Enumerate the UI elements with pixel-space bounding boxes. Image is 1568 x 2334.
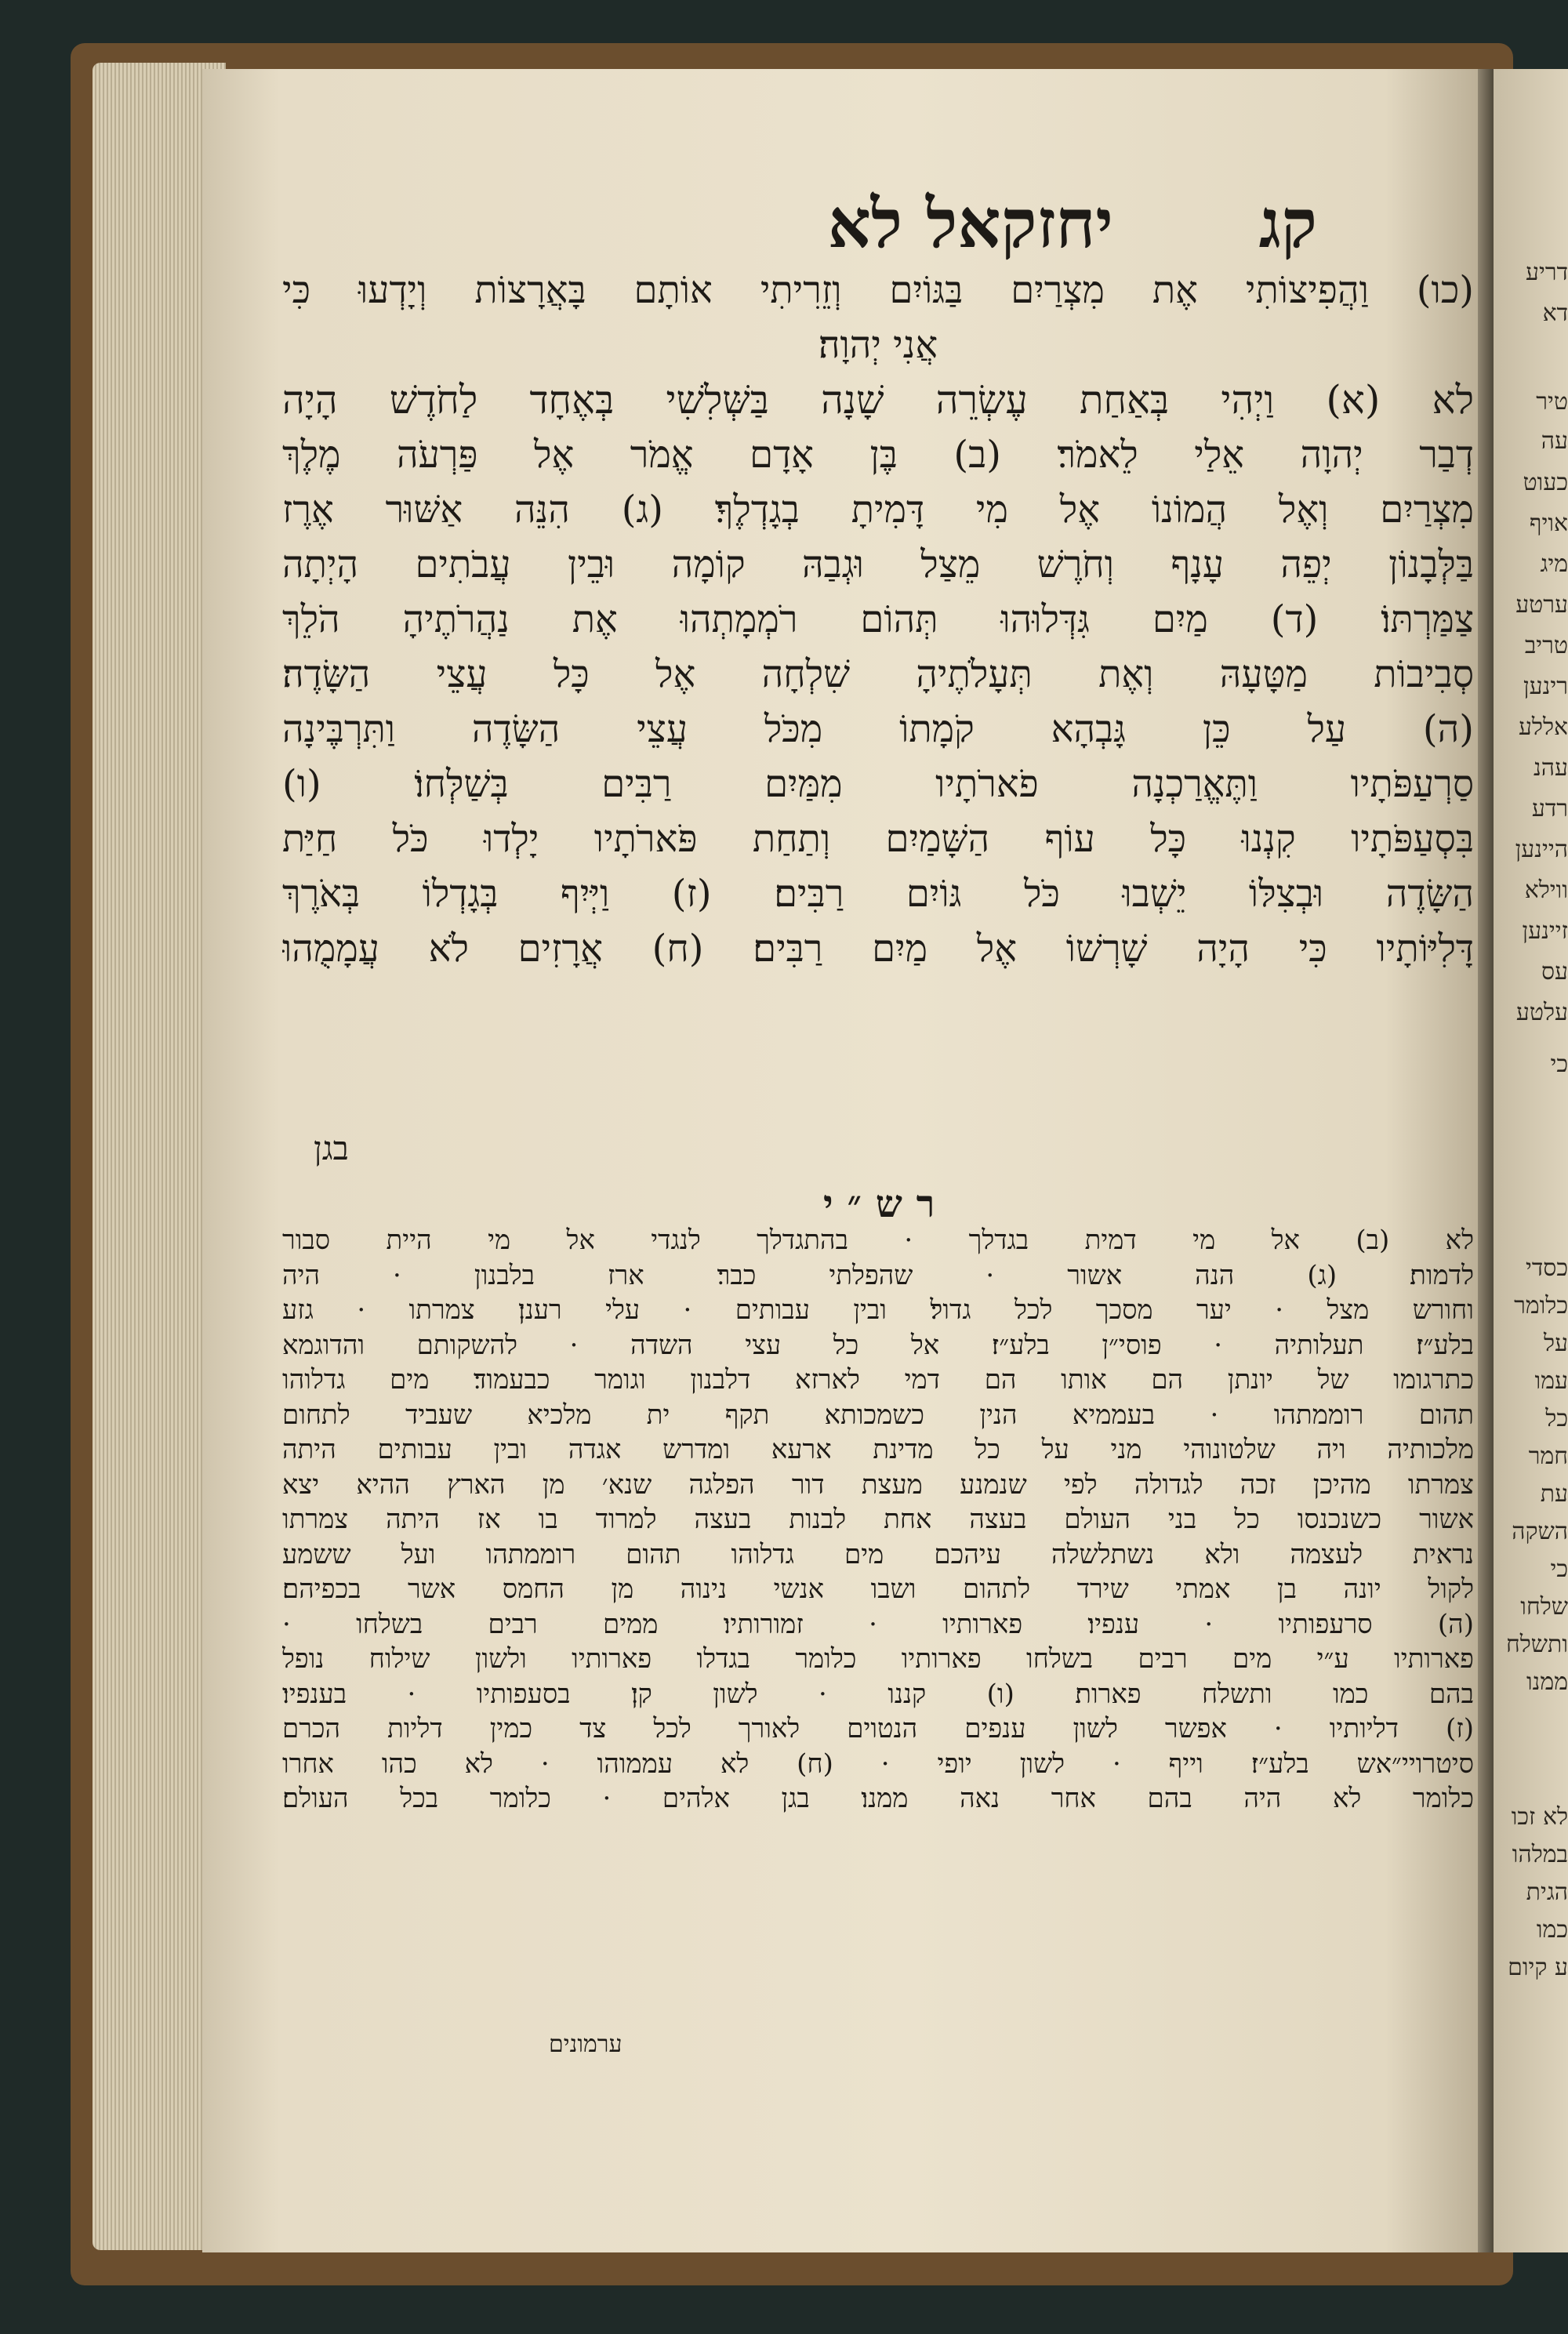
text-line: בִּסְעַפֹּתָיו קִנְנוּ כָּל עוֹף הַשָּׁמַיִם וְתַחַת פֹּארֹתָיו יָלְדוּ כֹּל חַיַּת (282, 817, 1474, 861)
commentary-line: בלע״ז׃ תעלותיה · פוסי״ן בלע״ז׃ אל כל עצי השדה · להשקותם והדוגמא (282, 1329, 1474, 1361)
running-title: יחזקאל לא (827, 184, 1113, 263)
commentary-line: לא (ב) אל מי דמית בגדלך · בהתגדלך לנגדי אל מי היית סבור (282, 1225, 1474, 1256)
facing-line: עה (1541, 427, 1568, 455)
commentary-line: כלומר לא היה בהם אחר נאה ממנו׃ בגן אלהים · כלומר בכל העולם׃ (282, 1783, 1474, 1814)
text-line: בַּלְּבָנוֹן יְפֵה עָנָף וְחֹרֶשׁ מֵצַל וּגְבַהּ קוֹמָה וּבֵין עֲבֹתִים הָיְתָה (282, 543, 1474, 586)
folio-number: קג (1258, 184, 1317, 263)
facing-line: זיינען (1522, 917, 1568, 945)
commentary-line: תהום רוממתהו · בעממיא הנין כשמכותא תקף ית מלכיא שעביד לתחום (282, 1399, 1474, 1431)
facing-line: ווילא (1524, 877, 1568, 904)
biblical-text (282, 263, 1474, 976)
text-line: (כו) וַהֲפִיצוֹתִי אֶת מִצְרַיִם בַּגּוֹיִם וְזֵרִיתִי אוֹתָם בָּאֲרָצוֹת וְיָדְעוּ כִּי (282, 268, 1474, 312)
commentary-line: סיטרויי״אש בלע״ז׃ וייף · לשון יופי · (ח) לא עממוהו · לא כהו אחרו (282, 1748, 1474, 1780)
facing-line: עס (1541, 958, 1568, 986)
facing-line: הגית (1526, 1878, 1568, 1906)
facing-line: ממנו (1526, 1668, 1568, 1696)
facing-line: אויף (1529, 510, 1568, 537)
commentary-line: מלכותיה ויה שלטונוהי מני על כל מדינת ארעא ומדרש אגדה ובין עבותים היתה (282, 1434, 1474, 1465)
rashi-commentary (282, 1223, 1474, 1817)
facing-line: ערטע (1515, 591, 1568, 619)
facing-line: טיר (1536, 388, 1568, 416)
facing-line: עהנ (1534, 754, 1568, 782)
facing-line: מיג (1540, 550, 1568, 578)
text-line: (ה) עַל כֵּן גָּבְהָא קֹמָתוֹ מִכֹּל עֲצֵי הַשָּׂדֶה וַתִּרְבֶּינָה (282, 707, 1474, 751)
text-line: דְבַר יְהוָה אֵלַי לֵאמֹר׃ (ב) בֶּן אָדָם אֱמֹר אֶל פַּרְעֹה מֶלֶךְ (282, 433, 1474, 477)
commentary-line: נראית לעצמה ולא נשתלשלה עיהכם מים גדלוהו תהום רוממתהו ועל ששמע (282, 1538, 1474, 1570)
text-line: סְבִיבוֹת מַטָּעָהּ וְאֶת תְּעָלֹתֶיהָ שִׁלְחָה אֶל כָּל עֲצֵי הַשָּׂדֶה׃ (282, 652, 1474, 696)
facing-line: כל (1545, 1405, 1568, 1432)
main-catchword: בגן (314, 1129, 349, 1167)
facing-line: כי (1550, 1051, 1568, 1078)
facing-line: על (1543, 1330, 1568, 1357)
facing-line: רינען (1523, 673, 1568, 700)
text-line: דָּלִיּוֹתָיו כִּי הָיָה שָׁרְשׁוֹ אֶל מַיִם רַבִּים׃ (ח) אֲרָזִים לֹא עֲמָמֻהוּ (282, 927, 1474, 971)
facing-line: עלטע (1515, 999, 1568, 1026)
running-header (376, 184, 1317, 270)
facing-line: לא זכו (1511, 1803, 1568, 1831)
text-line: לא (א) וַיְהִי בְּאַחַת עֶשְׂרֵה שָׁנָה בַּשְּׁלִשִׁי בְּאֶחָד לַחֹדֶשׁ הָיָה (282, 377, 1474, 423)
commentary-line: בהם כמו ותשלח פארות׃ (ו) קננו · לשון קן׃ בסעפותיו · בענפיו׃ (282, 1678, 1474, 1710)
facing-line: במלהו (1512, 1841, 1568, 1868)
commentary-line: וחורש מצל · יער מסכך לכל גדול׃ ובין עבותים · עלי רענן׃ צמרתו · גזע (282, 1294, 1474, 1326)
text-line: מִצְרַיִם וְאֶל הֲמוֹנוֹ אֶל מִי דָּמִיתָ בְגָדְלֶךָ׃ (ג) הִנֵּה אַשּׁוּר אֶרֶז (282, 488, 1474, 532)
commentary-line: צמרתו מהיכן זכה לגדולה לפי שנמנע מעצת דור הפלגה שנא׳ מן הארץ ההיא יצא (282, 1468, 1474, 1501)
commentary-line: (ה) סרעפותיו · ענפיו׃ פארותיו · זמורותיו׃ ממים רבים בשלחו · (282, 1608, 1474, 1640)
facing-line: היינען (1515, 836, 1568, 863)
facing-line: כלומר (1514, 1292, 1568, 1319)
text-line: אֲנִי יְהוָה׃ (818, 323, 938, 367)
facing-line: טריב (1524, 632, 1568, 659)
facing-line: כסדי (1525, 1254, 1568, 1282)
rashi-catchword: ערמונים (549, 2031, 622, 2058)
commentary-line: לקול יונה בן אמתי שירד לתהום ושבו אנשי נינוה מן החמס אשר בכפיהם׃ (282, 1574, 1474, 1605)
commentary-line: (ז) דליותיו · אפשר לשון ענפים הנטוים לאורך לכל צד כמין דליות הכרם (282, 1713, 1474, 1744)
commentary-line: לדמות׃ (ג) הנה אשור · שהפלתי כבר׃ ארז בלבנון · היה (282, 1259, 1474, 1291)
facing-line: עמו (1534, 1367, 1568, 1395)
facing-line: כמו (1536, 1916, 1568, 1944)
facing-line: ע קיום (1508, 1954, 1568, 1981)
facing-line: רדע (1531, 795, 1568, 822)
facing-line: השקה (1512, 1518, 1568, 1545)
facing-line: דריע (1525, 259, 1568, 286)
facing-line: כי (1550, 1555, 1568, 1583)
facing-line: כעוט (1523, 469, 1568, 496)
commentary-line: כתרגומו של יונתן הם אותו הם דמי לארזא דלבנון וגומר כבעמוד׃ מים גדלוהו (282, 1364, 1474, 1396)
facing-line: עת (1540, 1480, 1568, 1508)
facing-line: חמר (1528, 1443, 1568, 1470)
facing-line: שלחו (1520, 1593, 1568, 1621)
text-line: הַשָּׂדֶה וּבְצִלּוֹ יֵשְׁבוּ כֹּל גּוֹיִם רַבִּים׃ (ז) וַיְּיִף בְּגָדְלוֹ בְּאֹרֶךְ (282, 872, 1474, 916)
facing-line: ותשלח (1506, 1631, 1568, 1658)
commentary-line: פארותיו ע״י מים רבים בשלחו פארותיו כלומר בגדלו פארותיו ולשון שילוח נופל (282, 1643, 1474, 1675)
text-line: צַמַּרְתּוֹ׃ (ד) מַיִם גִּדְּלוּהוּ תְּהוֹם רֹמְמָתְהוּ אֶת נַהֲרֹתֶיהָ הֹלֵךְ (282, 597, 1474, 641)
rashi-heading: רש״י (823, 1182, 949, 1226)
facing-line: דא (1542, 299, 1568, 327)
commentary-line: אשור כשנכנסו כל בני העולם בעצה אחת לבנות בעצה למרוד בו אז היתה צמרתו (282, 1504, 1474, 1535)
text-line: סַרְעַפֹּתָיו וַתֶּאֱרַכְנָה פֹארֹתָיו מִמַּיִם רַבִּים בְּשַׁלְּחוֹ׃ (ו) (282, 762, 1474, 806)
facing-line: אללע (1518, 713, 1568, 741)
